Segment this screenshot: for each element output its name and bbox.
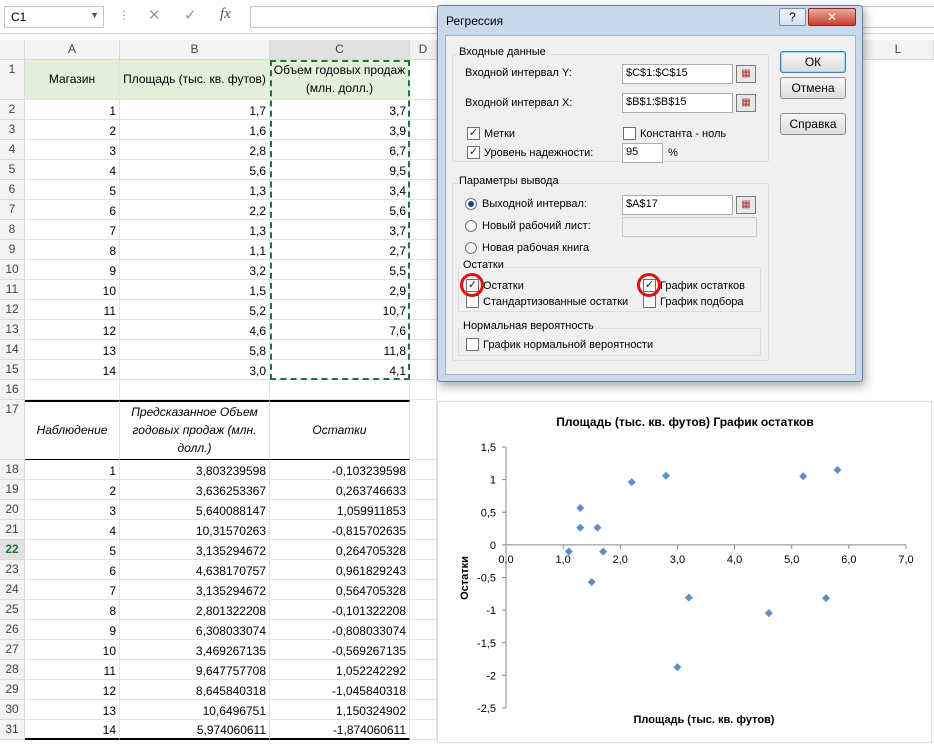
data-point — [822, 594, 830, 602]
input-y-label: Входной интервал Y: — [465, 67, 572, 79]
table-cell[interactable]: 2 — [25, 480, 120, 500]
y-tick-label: 0,5 — [480, 507, 496, 520]
table-cell[interactable]: -1,045840318 — [270, 680, 410, 700]
table-cell[interactable] — [410, 280, 437, 300]
insert-function-icon[interactable]: fx — [220, 6, 231, 22]
row-header[interactable]: 4 — [0, 140, 25, 160]
table-cell[interactable]: 10,31570263 — [120, 520, 270, 540]
table-cell[interactable]: 5,6 — [120, 160, 270, 180]
table-cell[interactable] — [410, 260, 437, 280]
table-cell[interactable]: 12 — [25, 680, 120, 700]
table-cell[interactable] — [410, 480, 437, 500]
table-cell[interactable]: 2,801322208 — [120, 600, 270, 620]
table-cell[interactable] — [410, 340, 437, 360]
resid-header-obs[interactable]: Наблюдение — [25, 400, 120, 460]
std-residuals-label: Стандартизованные остатки — [483, 296, 629, 308]
table-cell[interactable] — [410, 580, 437, 600]
table-cell[interactable]: 4,1 — [270, 360, 410, 380]
output-range-field[interactable]: $A$17 — [622, 195, 733, 215]
row-header[interactable]: 7 — [0, 200, 25, 220]
row-header[interactable]: 17 — [0, 400, 25, 460]
y-tick-label: 1 — [489, 474, 496, 487]
row-header[interactable]: 13 — [0, 320, 25, 340]
resid-header-pred[interactable]: Предсказанное Объем годовых продаж (млн. долл.) — [120, 400, 270, 460]
data-point — [799, 472, 807, 480]
residual-chart-svg — [438, 402, 933, 744]
row-header[interactable]: 2 — [0, 100, 25, 120]
table-cell[interactable] — [410, 400, 437, 460]
data-point — [576, 524, 584, 532]
table-cell[interactable]: 5,6 — [270, 200, 410, 220]
row-header[interactable]: 14 — [0, 340, 25, 360]
highlight-circle — [460, 273, 484, 297]
new-sheet-radio[interactable] — [465, 220, 477, 232]
table-cell[interactable]: 2,8 — [120, 140, 270, 160]
table-cell[interactable]: 6,7 — [270, 140, 410, 160]
y-tick-label: -1,5 — [477, 637, 496, 650]
percent-label: % — [668, 147, 678, 159]
range-picker-icon[interactable]: ▦ — [736, 196, 756, 214]
x-tick-label: 7,0 — [898, 553, 914, 566]
table-cell[interactable]: 0,961829243 — [270, 560, 410, 580]
table-cell[interactable]: 0,264705328 — [270, 540, 410, 560]
table-cell[interactable]: 2,7 — [270, 240, 410, 260]
x-tick-label: 3,0 — [669, 553, 686, 566]
table-cell[interactable]: 4,638170757 — [120, 560, 270, 580]
table-cell[interactable]: 8 — [25, 240, 120, 260]
data-point — [765, 609, 773, 617]
const-zero-checkbox[interactable] — [623, 127, 636, 140]
data-point — [833, 466, 841, 474]
table-cell[interactable] — [410, 600, 437, 620]
table-cell[interactable]: 3,2 — [120, 260, 270, 280]
table-cell[interactable]: 7,6 — [270, 320, 410, 340]
row-header[interactable]: 28 — [0, 660, 25, 680]
data-point — [593, 524, 601, 532]
table-cell[interactable]: 1,6 — [120, 120, 270, 140]
check-icon: ✓ — [644, 279, 655, 291]
row-header[interactable]: 21 — [0, 520, 25, 540]
x-tick-label: 6,0 — [841, 553, 857, 566]
data-point — [662, 472, 670, 480]
table-cell[interactable]: 1,3 — [120, 180, 270, 200]
input-group-label: Входные данные — [459, 46, 546, 58]
normal-plot-label: График нормальной вероятности — [483, 339, 654, 351]
table-cell[interactable] — [410, 180, 437, 200]
data-point — [588, 578, 596, 586]
table-cell[interactable] — [410, 560, 437, 580]
row-header[interactable]: 22 — [0, 540, 25, 560]
table-cell[interactable] — [410, 120, 437, 140]
table-cell[interactable]: 11,8 — [270, 340, 410, 360]
table-cell[interactable] — [410, 380, 437, 400]
table-cell[interactable]: 13 — [25, 700, 120, 720]
col-header-l[interactable]: L — [863, 40, 934, 60]
table-cell[interactable]: 9,647757708 — [120, 660, 270, 680]
table-cell[interactable]: 5,8 — [120, 340, 270, 360]
col-header-d[interactable]: D — [410, 40, 437, 60]
x-axis-title: Площадь (тыс. кв. футов) — [633, 714, 775, 726]
table-cell[interactable]: 14 — [25, 360, 120, 380]
row-header[interactable]: 11 — [0, 280, 25, 300]
table-cell[interactable] — [410, 680, 437, 700]
table-cell[interactable]: 5 — [25, 540, 120, 560]
chevron-down-icon[interactable]: ▼ — [90, 10, 99, 20]
x-tick-label: 0,0 — [498, 553, 514, 566]
row-header[interactable]: 3 — [0, 120, 25, 140]
row-header[interactable]: 15 — [0, 360, 25, 380]
table-cell[interactable]: 1 — [25, 460, 120, 480]
new-sheet-label: Новый рабочий лист: — [482, 220, 591, 232]
residuals-group-label: Остатки — [463, 259, 504, 271]
row-header[interactable]: 18 — [0, 460, 25, 480]
table-cell[interactable]: 7 — [25, 220, 120, 240]
table-cell[interactable] — [410, 660, 437, 680]
table-cell[interactable]: -0,101322208 — [270, 600, 410, 620]
table-cell[interactable]: 5 — [25, 180, 120, 200]
fit-plot-label: График подбора — [660, 296, 744, 308]
table-cell[interactable] — [410, 540, 437, 560]
row-header[interactable]: 25 — [0, 600, 25, 620]
y-tick-label: 0 — [489, 539, 496, 552]
table-cell[interactable]: 10,6496751 — [120, 700, 270, 720]
name-box[interactable] — [4, 6, 104, 28]
help-icon[interactable]: ? — [779, 8, 806, 26]
table-cell[interactable] — [410, 300, 437, 320]
table-cell[interactable] — [410, 700, 437, 720]
y-tick-label: -2 — [486, 670, 496, 683]
row-header[interactable]: 29 — [0, 680, 25, 700]
table-cell[interactable] — [410, 240, 437, 260]
table-cell[interactable]: 1,1 — [120, 240, 270, 260]
drag-handle-icon[interactable]: ⋮ — [118, 8, 130, 22]
output-range-radio[interactable] — [465, 198, 477, 210]
table-cell[interactable]: 2,9 — [270, 280, 410, 300]
table-cell[interactable] — [120, 380, 270, 400]
table-cell[interactable]: 5,974060611 — [120, 720, 270, 740]
table-cell[interactable]: 9 — [25, 260, 120, 280]
table-cell[interactable]: -0,103239598 — [270, 460, 410, 480]
dialog-title: Регрессия — [446, 14, 504, 28]
regression-dialog — [437, 5, 863, 382]
residual-chart[interactable] — [437, 401, 932, 743]
table-cell[interactable] — [410, 720, 437, 740]
row-header[interactable]: 19 — [0, 480, 25, 500]
table-cell[interactable]: 1,059911853 — [270, 500, 410, 520]
table-cell[interactable]: 3,4 — [270, 180, 410, 200]
table-cell[interactable]: 3,636253367 — [120, 480, 270, 500]
x-tick-label: 2,0 — [612, 553, 628, 566]
table-cell[interactable]: 5,2 — [120, 300, 270, 320]
table-cell[interactable]: 14 — [25, 720, 120, 740]
table-cell[interactable] — [410, 200, 437, 220]
col-header-c[interactable]: C — [270, 40, 410, 60]
y-tick-label: -2,5 — [477, 703, 496, 715]
table-cell[interactable] — [270, 380, 410, 400]
table-cell[interactable]: 3,9 — [270, 120, 410, 140]
y-tick-label: -0,5 — [477, 572, 496, 585]
dialog-body — [445, 35, 856, 375]
x-tick-label: 5,0 — [784, 553, 800, 566]
table-cell[interactable]: 7 — [25, 580, 120, 600]
range-picker-icon[interactable]: ▦ — [736, 65, 756, 83]
row-header[interactable]: 27 — [0, 640, 25, 660]
table-cell[interactable] — [410, 100, 437, 120]
table-cell[interactable]: 11 — [25, 660, 120, 680]
col-header-a[interactable]: A — [25, 40, 120, 60]
row-header[interactable]: 30 — [0, 700, 25, 720]
table-cell[interactable]: -0,815702635 — [270, 520, 410, 540]
table-cell[interactable]: 3,803239598 — [120, 460, 270, 480]
table-cell[interactable] — [410, 640, 437, 660]
resid-header-res[interactable]: Остатки — [270, 400, 410, 460]
name-box-value: C1 — [11, 10, 27, 24]
x-tick-label: 1,0 — [555, 553, 571, 566]
data-point — [673, 663, 681, 671]
table-cell[interactable]: 3,135294672 — [120, 580, 270, 600]
header-sales[interactable]: Объем годовых продаж (млн. долл.) — [270, 60, 410, 100]
help-button[interactable]: Справка — [780, 113, 846, 135]
confidence-checkbox[interactable] — [467, 146, 480, 159]
table-cell[interactable]: 9 — [25, 620, 120, 640]
row-header[interactable]: 26 — [0, 620, 25, 640]
highlight-circle — [637, 273, 661, 297]
table-cell[interactable]: 0,263746633 — [270, 480, 410, 500]
row-header[interactable]: 12 — [0, 300, 25, 320]
check-icon: ✓ — [468, 127, 479, 139]
data-point — [599, 548, 607, 556]
table-cell[interactable]: 1,5 — [120, 280, 270, 300]
table-cell[interactable]: 10 — [25, 280, 120, 300]
header-area[interactable]: Площадь (тыс. кв. футов) — [120, 60, 270, 100]
table-cell[interactable]: 6 — [25, 560, 120, 580]
new-sheet-field[interactable] — [622, 217, 757, 237]
table-cell[interactable] — [25, 380, 120, 400]
input-y-field[interactable]: $C$1:$C$15 — [622, 64, 733, 84]
output-range-label: Выходной интервал: — [482, 198, 587, 210]
table-cell[interactable]: 4 — [25, 520, 120, 540]
table-cell[interactable]: 4,6 — [120, 320, 270, 340]
confidence-field[interactable]: 95 — [622, 143, 663, 163]
table-cell[interactable]: 3,7 — [270, 220, 410, 240]
chart-title: Площадь (тыс. кв. футов) График остатков — [556, 415, 814, 429]
table-cell[interactable] — [410, 520, 437, 540]
row-header[interactable]: 9 — [0, 240, 25, 260]
input-x-label: Входной интервал X: — [465, 97, 573, 109]
table-cell[interactable]: 5,5 — [270, 260, 410, 280]
data-point — [628, 478, 636, 486]
table-cell[interactable] — [410, 60, 437, 100]
table-cell[interactable]: 1,150324902 — [270, 700, 410, 720]
normal-plot-checkbox[interactable] — [466, 338, 479, 351]
table-cell[interactable]: 8,645840318 — [120, 680, 270, 700]
table-cell[interactable]: 11 — [25, 300, 120, 320]
cancel-icon[interactable]: ✕ — [148, 7, 161, 24]
x-tick-label: 4,0 — [726, 553, 743, 566]
range-picker-icon[interactable]: ▦ — [736, 94, 756, 112]
table-cell[interactable]: 4 — [25, 160, 120, 180]
table-cell[interactable] — [410, 500, 437, 520]
residuals-label: Остатки — [483, 280, 524, 292]
y-axis-title: Остатки — [459, 556, 471, 600]
table-cell[interactable] — [410, 620, 437, 640]
new-book-label: Новая рабочая книга — [482, 242, 590, 254]
input-x-field[interactable]: $B$1:$B$15 — [622, 93, 733, 113]
table-cell[interactable]: 3 — [25, 500, 120, 520]
table-cell[interactable]: 6,308033074 — [120, 620, 270, 640]
table-cell[interactable]: 5,640088147 — [120, 500, 270, 520]
row-header[interactable]: 10 — [0, 260, 25, 280]
residual-plot-label: График остатков — [660, 280, 745, 292]
row-header[interactable]: 5 — [0, 160, 25, 180]
table-cell[interactable]: 12 — [25, 320, 120, 340]
enter-icon[interactable]: ✓ — [184, 7, 197, 24]
labels-label: Метки — [484, 128, 516, 140]
table-cell[interactable]: 2 — [25, 120, 120, 140]
const-zero-label: Константа - ноль — [640, 128, 727, 140]
table-cell[interactable]: 10,7 — [270, 300, 410, 320]
labels-checkbox[interactable] — [467, 127, 480, 140]
row-header[interactable]: 8 — [0, 220, 25, 240]
table-cell[interactable] — [410, 160, 437, 180]
table-cell[interactable]: 6 — [25, 200, 120, 220]
table-cell[interactable]: -0,808033074 — [270, 620, 410, 640]
table-cell[interactable]: 1,3 — [120, 220, 270, 240]
row-header[interactable]: 23 — [0, 560, 25, 580]
table-cell[interactable]: 3,135294672 — [120, 540, 270, 560]
table-cell[interactable]: 3,7 — [270, 100, 410, 120]
ok-button[interactable]: ОК — [780, 51, 846, 73]
table-cell[interactable] — [410, 140, 437, 160]
col-header-b[interactable]: B — [120, 40, 270, 60]
table-cell[interactable]: -0,569267135 — [270, 640, 410, 660]
data-point — [576, 504, 584, 512]
table-cell[interactable]: 8 — [25, 600, 120, 620]
table-cell[interactable] — [410, 460, 437, 480]
table-cell[interactable]: 3 — [25, 140, 120, 160]
cancel-button[interactable]: Отмена — [780, 77, 846, 99]
table-cell[interactable] — [410, 360, 437, 380]
check-icon: ✓ — [467, 279, 478, 291]
row-header[interactable]: 24 — [0, 580, 25, 600]
table-cell[interactable]: 13 — [25, 340, 120, 360]
row-header[interactable]: 31 — [0, 720, 25, 740]
table-cell[interactable]: 1 — [25, 100, 120, 120]
normal-group-label: Нормальная вероятность — [463, 320, 594, 332]
new-book-radio[interactable] — [465, 242, 477, 254]
table-cell[interactable]: 1,7 — [120, 100, 270, 120]
row-header[interactable]: 16 — [0, 380, 25, 400]
close-icon[interactable]: ✕ — [808, 8, 856, 26]
row-header[interactable]: 20 — [0, 500, 25, 520]
table-cell[interactable]: 3,469267135 — [120, 640, 270, 660]
confidence-label: Уровень надежности: — [484, 147, 594, 159]
table-cell[interactable]: 10 — [25, 640, 120, 660]
table-cell[interactable] — [410, 320, 437, 340]
y-tick-label: 1,5 — [480, 442, 496, 454]
table-cell[interactable]: 1,052242292 — [270, 660, 410, 680]
table-cell[interactable]: 2,2 — [120, 200, 270, 220]
table-cell[interactable]: 0,564705328 — [270, 580, 410, 600]
output-group-label: Параметры вывода — [459, 175, 559, 187]
row-header[interactable]: 1 — [0, 60, 25, 100]
table-cell[interactable]: 3,0 — [120, 360, 270, 380]
table-cell[interactable]: 9,5 — [270, 160, 410, 180]
check-icon: ✓ — [468, 146, 479, 158]
row-header[interactable]: 6 — [0, 180, 25, 200]
data-point — [685, 594, 693, 602]
y-tick-label: -1 — [486, 605, 496, 618]
table-cell[interactable]: -1,874060611 — [270, 720, 410, 740]
header-store[interactable]: Магазин — [25, 60, 120, 100]
table-cell[interactable] — [410, 220, 437, 240]
